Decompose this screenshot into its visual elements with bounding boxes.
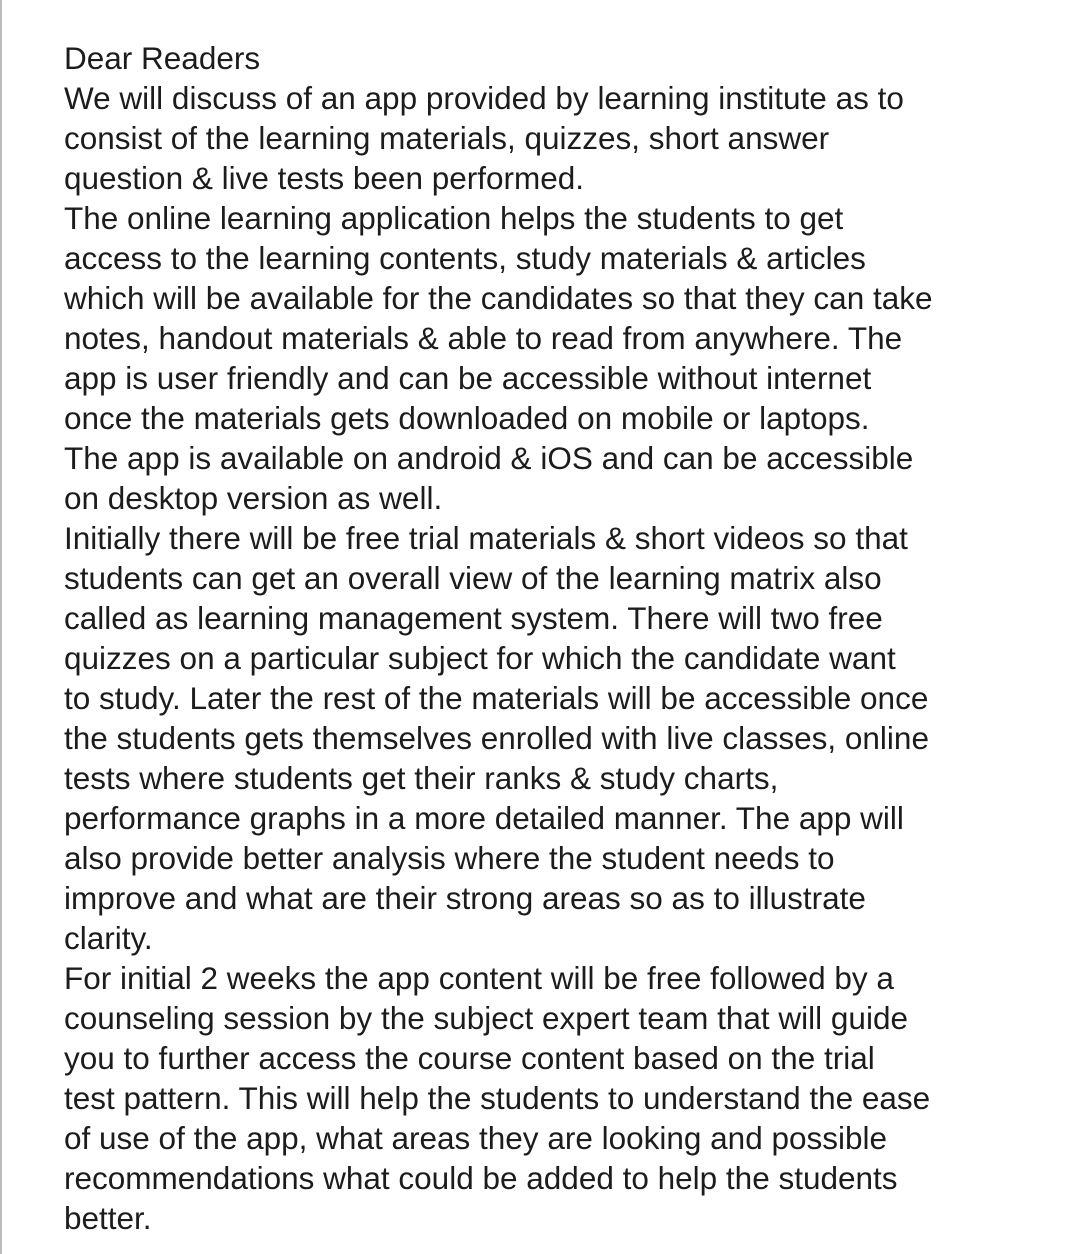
document-text	[64, 38, 1064, 1238]
text-line: access to the learning contents, study materials & articles	[64, 240, 866, 276]
text-line: you to further access the course content based on the trial	[64, 1040, 875, 1076]
text-line: notes, handout materials & able to read from anywhere. The	[64, 320, 903, 356]
text-line: which will be available for the candidates so that they can take	[64, 280, 933, 316]
text-line: Initially there will be free trial materials & short videos so that	[64, 520, 908, 556]
text-line: counseling session by the subject expert team that will guide	[64, 1000, 908, 1036]
text-line: better.	[64, 1200, 152, 1236]
text-line: recommendations what could be added to help the students	[64, 1160, 898, 1196]
text-line: also provide better analysis where the student needs to	[64, 840, 835, 876]
text-line: improve and what are their strong areas so as to illustrate	[64, 880, 866, 916]
text-line: once the materials gets downloaded on mobile or laptops.	[64, 400, 870, 436]
text-line: consist of the learning materials, quizzes, short answer	[64, 120, 830, 156]
text-line: We will discuss of an app provided by learning institute as to	[64, 80, 904, 116]
text-line: question & live tests been performed.	[64, 160, 585, 196]
text-line: the students gets themselves enrolled with live classes, online	[64, 720, 929, 756]
text-line: The app is available on android & iOS and can be accessible	[64, 440, 914, 476]
text-line: quizzes on a particular subject for which the candidate want	[64, 640, 896, 676]
text-line: to study. Later the rest of the materials will be accessible once	[64, 680, 929, 716]
text-line: performance graphs in a more detailed manner. The app will	[64, 800, 904, 836]
text-line: students can get an overall view of the learning matrix also	[64, 560, 882, 596]
text-line: on desktop version as well.	[64, 480, 443, 516]
text-line: app is user friendly and can be accessible without internet	[64, 360, 872, 396]
salutation: Dear Readers	[64, 40, 261, 76]
text-line: test pattern. This will help the students to understand the ease	[64, 1080, 931, 1116]
text-line: For initial 2 weeks the app content will be free followed by a	[64, 960, 894, 996]
text-line: tests where students get their ranks & study charts,	[64, 760, 779, 796]
text-line: called as learning management system. There will two free	[64, 600, 883, 636]
text-line: The online learning application helps the students to get	[64, 200, 844, 236]
text-line: clarity.	[64, 920, 153, 956]
text-line: of use of the app, what areas they are looking and possible	[64, 1120, 888, 1156]
